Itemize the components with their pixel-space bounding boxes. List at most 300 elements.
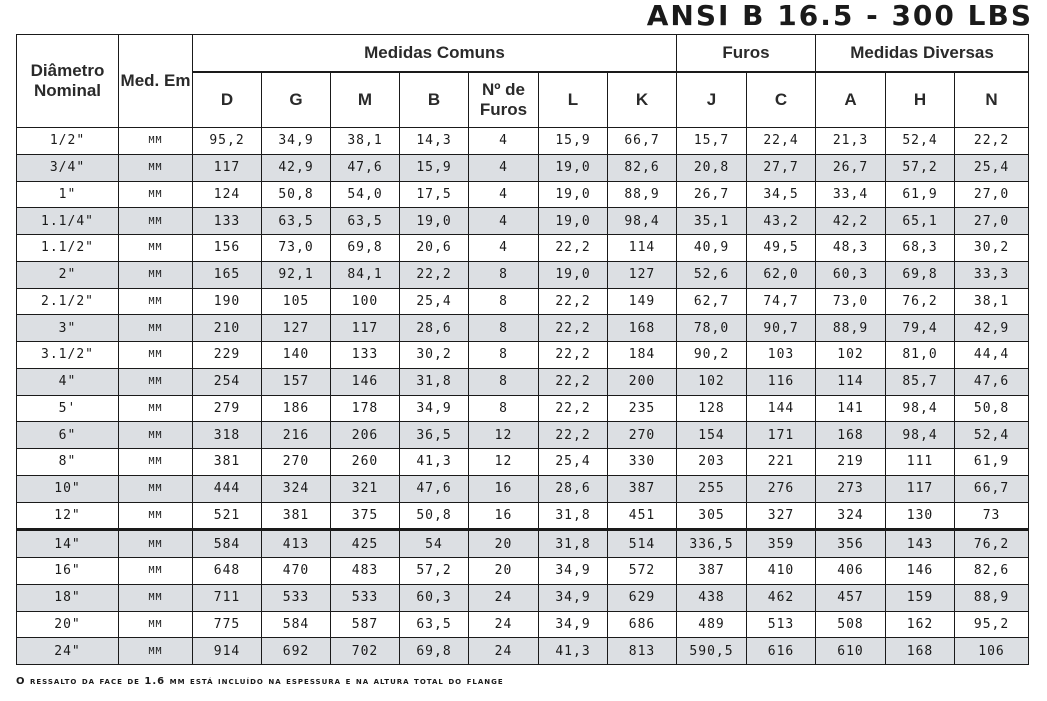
unit-cell: MM xyxy=(119,638,193,665)
table-cell: 62,0 xyxy=(747,261,816,288)
unit-cell: MM xyxy=(119,449,193,476)
table-cell: 63,5 xyxy=(400,611,469,638)
table-cell: 146 xyxy=(331,368,400,395)
table-cell: 157 xyxy=(262,368,331,395)
table-cell: 229 xyxy=(193,342,262,369)
table-cell: 98,4 xyxy=(886,395,955,422)
table-cell: 66,7 xyxy=(955,475,1029,502)
table-cell: 41,3 xyxy=(400,449,469,476)
table-cell: 57,2 xyxy=(400,558,469,585)
unit-cell: MM xyxy=(119,558,193,585)
table-row xyxy=(17,342,1029,369)
table-cell: 16 xyxy=(469,475,539,502)
nominal-diameter-cell: 3.1/2" xyxy=(17,342,119,369)
table-cell: 14,3 xyxy=(400,128,469,155)
nominal-diameter-cell: 16" xyxy=(17,558,119,585)
table-cell: 483 xyxy=(331,558,400,585)
unit-cell: MM xyxy=(119,261,193,288)
table-cell: 156 xyxy=(193,235,262,262)
table-cell: 79,4 xyxy=(886,315,955,342)
table-cell: 76,2 xyxy=(886,288,955,315)
table-cell: 702 xyxy=(331,638,400,665)
unit-cell: MM xyxy=(119,181,193,208)
table-cell: 356 xyxy=(816,530,886,558)
table-cell: 34,5 xyxy=(747,181,816,208)
table-cell: 19,0 xyxy=(539,181,608,208)
column-header: K xyxy=(608,72,677,128)
table-row xyxy=(17,502,1029,530)
table-cell: 590,5 xyxy=(677,638,747,665)
table-cell: 73 xyxy=(955,502,1029,530)
table-cell: 162 xyxy=(886,611,955,638)
table-cell: 168 xyxy=(816,422,886,449)
table-cell: 533 xyxy=(262,584,331,611)
table-cell: 17,5 xyxy=(400,181,469,208)
unit-cell: MM xyxy=(119,368,193,395)
table-cell: 27,0 xyxy=(955,181,1029,208)
table-cell: 165 xyxy=(193,261,262,288)
header-group-medidas-diversas: Medidas Diversas xyxy=(816,35,1029,73)
header-med-em: Med. Em xyxy=(119,35,193,128)
table-cell: 438 xyxy=(677,584,747,611)
table-cell: 381 xyxy=(262,502,331,530)
table-cell: 52,6 xyxy=(677,261,747,288)
table-cell: 57,2 xyxy=(886,154,955,181)
table-cell: 305 xyxy=(677,502,747,530)
table-cell: 451 xyxy=(608,502,677,530)
table-cell: 711 xyxy=(193,584,262,611)
table-cell: 127 xyxy=(262,315,331,342)
table-cell: 90,7 xyxy=(747,315,816,342)
table-cell: 318 xyxy=(193,422,262,449)
table-cell: 19,0 xyxy=(400,208,469,235)
table-cell: 4 xyxy=(469,128,539,155)
table-cell: 587 xyxy=(331,611,400,638)
table-row xyxy=(17,530,1029,558)
table-cell: 406 xyxy=(816,558,886,585)
table-cell: 41,3 xyxy=(539,638,608,665)
unit-cell: MM xyxy=(119,235,193,262)
table-cell: 47,6 xyxy=(400,475,469,502)
table-cell: 130 xyxy=(886,502,955,530)
table-cell: 178 xyxy=(331,395,400,422)
header-group-medidas-comuns: Medidas Comuns xyxy=(193,35,677,73)
column-header: D xyxy=(193,72,262,128)
table-cell: 34,9 xyxy=(539,611,608,638)
table-cell: 88,9 xyxy=(816,315,886,342)
table-cell: 19,0 xyxy=(539,208,608,235)
table-cell: 521 xyxy=(193,502,262,530)
nominal-diameter-cell: 12" xyxy=(17,502,119,530)
table-cell: 117 xyxy=(193,154,262,181)
table-cell: 25,4 xyxy=(539,449,608,476)
table-cell: 61,9 xyxy=(955,449,1029,476)
table-cell: 52,4 xyxy=(886,128,955,155)
table-cell: 15,7 xyxy=(677,128,747,155)
table-cell: 133 xyxy=(331,342,400,369)
table-cell: 54,0 xyxy=(331,181,400,208)
table-cell: 324 xyxy=(262,475,331,502)
table-cell: 914 xyxy=(193,638,262,665)
table-cell: 584 xyxy=(262,611,331,638)
table-cell: 686 xyxy=(608,611,677,638)
table-cell: 103 xyxy=(747,342,816,369)
header-diametro-nominal: Diâmetro Nominal xyxy=(17,35,119,128)
unit-cell: MM xyxy=(119,315,193,342)
table-cell: 616 xyxy=(747,638,816,665)
table-cell: 16 xyxy=(469,502,539,530)
table-cell: 140 xyxy=(262,342,331,369)
table-cell: 171 xyxy=(747,422,816,449)
nominal-diameter-cell: 8" xyxy=(17,449,119,476)
table-cell: 610 xyxy=(816,638,886,665)
table-cell: 50,8 xyxy=(400,502,469,530)
table-cell: 69,8 xyxy=(400,638,469,665)
table-cell: 65,1 xyxy=(886,208,955,235)
table-cell: 4 xyxy=(469,181,539,208)
table-cell: 88,9 xyxy=(955,584,1029,611)
column-header: A xyxy=(816,72,886,128)
table-row xyxy=(17,368,1029,395)
table-cell: 584 xyxy=(193,530,262,558)
table-cell: 321 xyxy=(331,475,400,502)
table-cell: 324 xyxy=(816,502,886,530)
table-cell: 22,2 xyxy=(539,342,608,369)
table-cell: 63,5 xyxy=(262,208,331,235)
table-cell: 141 xyxy=(816,395,886,422)
table-cell: 85,7 xyxy=(886,368,955,395)
table-cell: 22,2 xyxy=(539,235,608,262)
table-cell: 82,6 xyxy=(608,154,677,181)
nominal-diameter-cell: 1/2" xyxy=(17,128,119,155)
nominal-diameter-cell: 14" xyxy=(17,530,119,558)
table-cell: 74,7 xyxy=(747,288,816,315)
table-cell: 35,1 xyxy=(677,208,747,235)
table-cell: 69,8 xyxy=(886,261,955,288)
table-cell: 381 xyxy=(193,449,262,476)
table-cell: 26,7 xyxy=(677,181,747,208)
table-cell: 513 xyxy=(747,611,816,638)
table-row xyxy=(17,422,1029,449)
unit-cell: MM xyxy=(119,342,193,369)
table-row xyxy=(17,235,1029,262)
table-cell: 100 xyxy=(331,288,400,315)
table-cell: 235 xyxy=(608,395,677,422)
column-header: Nº de Furos xyxy=(469,72,539,128)
table-cell: 219 xyxy=(816,449,886,476)
table-cell: 48,3 xyxy=(816,235,886,262)
table-cell: 8 xyxy=(469,288,539,315)
table-row xyxy=(17,315,1029,342)
nominal-diameter-cell: 2.1/2" xyxy=(17,288,119,315)
table-cell: 31,8 xyxy=(400,368,469,395)
nominal-diameter-cell: 24" xyxy=(17,638,119,665)
table-cell: 22,2 xyxy=(400,261,469,288)
table-cell: 514 xyxy=(608,530,677,558)
table-row xyxy=(17,395,1029,422)
table-cell: 25,4 xyxy=(955,154,1029,181)
table-cell: 128 xyxy=(677,395,747,422)
table-cell: 410 xyxy=(747,558,816,585)
nominal-diameter-cell: 10" xyxy=(17,475,119,502)
unit-cell: MM xyxy=(119,530,193,558)
column-header: M xyxy=(331,72,400,128)
unit-cell: MM xyxy=(119,584,193,611)
table-cell: 117 xyxy=(331,315,400,342)
table-cell: 270 xyxy=(608,422,677,449)
table-cell: 470 xyxy=(262,558,331,585)
table-cell: 330 xyxy=(608,449,677,476)
table-cell: 336,5 xyxy=(677,530,747,558)
table-cell: 52,4 xyxy=(955,422,1029,449)
table-row xyxy=(17,128,1029,155)
table-cell: 15,9 xyxy=(539,128,608,155)
table-cell: 105 xyxy=(262,288,331,315)
table-cell: 50,8 xyxy=(262,181,331,208)
table-cell: 387 xyxy=(608,475,677,502)
table-cell: 22,2 xyxy=(539,395,608,422)
table-cell: 60,3 xyxy=(816,261,886,288)
table-cell: 30,2 xyxy=(955,235,1029,262)
table-cell: 775 xyxy=(193,611,262,638)
table-cell: 49,5 xyxy=(747,235,816,262)
table-cell: 533 xyxy=(331,584,400,611)
table-cell: 34,9 xyxy=(400,395,469,422)
table-cell: 20,8 xyxy=(677,154,747,181)
table-cell: 276 xyxy=(747,475,816,502)
nominal-diameter-cell: 3/4" xyxy=(17,154,119,181)
table-row xyxy=(17,181,1029,208)
table-cell: 31,8 xyxy=(539,530,608,558)
table-cell: 4 xyxy=(469,235,539,262)
table-cell: 413 xyxy=(262,530,331,558)
table-cell: 28,6 xyxy=(400,315,469,342)
table-cell: 489 xyxy=(677,611,747,638)
table-cell: 24 xyxy=(469,584,539,611)
table-cell: 159 xyxy=(886,584,955,611)
table-cell: 210 xyxy=(193,315,262,342)
table-row xyxy=(17,584,1029,611)
table-cell: 8 xyxy=(469,261,539,288)
nominal-diameter-cell: 3" xyxy=(17,315,119,342)
table-cell: 648 xyxy=(193,558,262,585)
table-cell: 22,2 xyxy=(539,368,608,395)
table-cell: 327 xyxy=(747,502,816,530)
table-cell: 4 xyxy=(469,154,539,181)
table-cell: 203 xyxy=(677,449,747,476)
table-cell: 273 xyxy=(816,475,886,502)
table-cell: 24 xyxy=(469,638,539,665)
table-cell: 42,9 xyxy=(262,154,331,181)
table-cell: 61,9 xyxy=(886,181,955,208)
unit-cell: MM xyxy=(119,288,193,315)
table-cell: 102 xyxy=(677,368,747,395)
table-cell: 186 xyxy=(262,395,331,422)
table-cell: 19,0 xyxy=(539,154,608,181)
nominal-diameter-cell: 1" xyxy=(17,181,119,208)
table-row xyxy=(17,475,1029,502)
table-cell: 66,7 xyxy=(608,128,677,155)
table-cell: 375 xyxy=(331,502,400,530)
table-cell: 270 xyxy=(262,449,331,476)
table-cell: 12 xyxy=(469,422,539,449)
table-cell: 168 xyxy=(886,638,955,665)
table-cell: 47,6 xyxy=(331,154,400,181)
unit-cell: MM xyxy=(119,475,193,502)
nominal-diameter-cell: 5' xyxy=(17,395,119,422)
table-cell: 34,9 xyxy=(539,584,608,611)
table-cell: 73,0 xyxy=(816,288,886,315)
table-cell: 84,1 xyxy=(331,261,400,288)
column-header: B xyxy=(400,72,469,128)
table-row xyxy=(17,261,1029,288)
table-cell: 36,5 xyxy=(400,422,469,449)
table-cell: 12 xyxy=(469,449,539,476)
table-cell: 8 xyxy=(469,368,539,395)
table-cell: 50,8 xyxy=(955,395,1029,422)
table-row xyxy=(17,288,1029,315)
table-cell: 20,6 xyxy=(400,235,469,262)
nominal-diameter-cell: 2" xyxy=(17,261,119,288)
table-cell: 4 xyxy=(469,208,539,235)
table-cell: 27,7 xyxy=(747,154,816,181)
nominal-diameter-cell: 18" xyxy=(17,584,119,611)
table-cell: 206 xyxy=(331,422,400,449)
column-header: C xyxy=(747,72,816,128)
table-cell: 22,2 xyxy=(539,422,608,449)
table-cell: 26,7 xyxy=(816,154,886,181)
table-cell: 88,9 xyxy=(608,181,677,208)
table-cell: 114 xyxy=(608,235,677,262)
table-cell: 22,2 xyxy=(539,315,608,342)
table-cell: 146 xyxy=(886,558,955,585)
table-cell: 462 xyxy=(747,584,816,611)
table-cell: 40,9 xyxy=(677,235,747,262)
table-row xyxy=(17,154,1029,181)
table-cell: 98,4 xyxy=(886,422,955,449)
column-header: H xyxy=(886,72,955,128)
table-cell: 387 xyxy=(677,558,747,585)
table-cell: 34,9 xyxy=(262,128,331,155)
table-cell: 190 xyxy=(193,288,262,315)
table-cell: 81,0 xyxy=(886,342,955,369)
unit-cell: MM xyxy=(119,154,193,181)
table-cell: 359 xyxy=(747,530,816,558)
table-row xyxy=(17,208,1029,235)
table-cell: 143 xyxy=(886,530,955,558)
table-cell: 425 xyxy=(331,530,400,558)
column-header: N xyxy=(955,72,1029,128)
table-row xyxy=(17,611,1029,638)
nominal-diameter-cell: 20" xyxy=(17,611,119,638)
table-cell: 24 xyxy=(469,611,539,638)
table-cell: 98,4 xyxy=(608,208,677,235)
table-cell: 154 xyxy=(677,422,747,449)
table-cell: 38,1 xyxy=(955,288,1029,315)
page-title: ANSI B 16.5 - 300 LBS xyxy=(646,0,1033,32)
table-cell: 111 xyxy=(886,449,955,476)
table-cell: 184 xyxy=(608,342,677,369)
table-cell: 60,3 xyxy=(400,584,469,611)
table-cell: 444 xyxy=(193,475,262,502)
table-cell: 78,0 xyxy=(677,315,747,342)
table-cell: 43,2 xyxy=(747,208,816,235)
table-cell: 20 xyxy=(469,530,539,558)
table-cell: 8 xyxy=(469,315,539,342)
table-cell: 28,6 xyxy=(539,475,608,502)
table-cell: 457 xyxy=(816,584,886,611)
column-header: G xyxy=(262,72,331,128)
header-group-furos: Furos xyxy=(677,35,816,73)
table-cell: 168 xyxy=(608,315,677,342)
table-cell: 116 xyxy=(747,368,816,395)
table-cell: 54 xyxy=(400,530,469,558)
table-cell: 73,0 xyxy=(262,235,331,262)
table-cell: 33,3 xyxy=(955,261,1029,288)
table-cell: 260 xyxy=(331,449,400,476)
table-cell: 117 xyxy=(886,475,955,502)
table-cell: 82,6 xyxy=(955,558,1029,585)
table-cell: 813 xyxy=(608,638,677,665)
table-cell: 114 xyxy=(816,368,886,395)
table-cell: 68,3 xyxy=(886,235,955,262)
table-cell: 254 xyxy=(193,368,262,395)
table-cell: 102 xyxy=(816,342,886,369)
table-cell: 42,2 xyxy=(816,208,886,235)
table-cell: 42,9 xyxy=(955,315,1029,342)
unit-cell: MM xyxy=(119,128,193,155)
table-cell: 149 xyxy=(608,288,677,315)
table-cell: 21,3 xyxy=(816,128,886,155)
table-cell: 133 xyxy=(193,208,262,235)
table-cell: 8 xyxy=(469,395,539,422)
table-cell: 8 xyxy=(469,342,539,369)
column-header: L xyxy=(539,72,608,128)
table-cell: 34,9 xyxy=(539,558,608,585)
table-cell: 31,8 xyxy=(539,502,608,530)
table-cell: 221 xyxy=(747,449,816,476)
column-header: J xyxy=(677,72,747,128)
table-cell: 95,2 xyxy=(955,611,1029,638)
table-cell: 255 xyxy=(677,475,747,502)
table-cell: 95,2 xyxy=(193,128,262,155)
table-cell: 19,0 xyxy=(539,261,608,288)
table-cell: 44,4 xyxy=(955,342,1029,369)
table-cell: 629 xyxy=(608,584,677,611)
table-cell: 508 xyxy=(816,611,886,638)
table-cell: 92,1 xyxy=(262,261,331,288)
nominal-diameter-cell: 1.1/4" xyxy=(17,208,119,235)
table-cell: 106 xyxy=(955,638,1029,665)
table-cell: 124 xyxy=(193,181,262,208)
table-cell: 63,5 xyxy=(331,208,400,235)
table-cell: 572 xyxy=(608,558,677,585)
nominal-diameter-cell: 4" xyxy=(17,368,119,395)
table-cell: 33,4 xyxy=(816,181,886,208)
flange-dimensions-table xyxy=(16,34,1029,665)
table-row xyxy=(17,638,1029,665)
table-row xyxy=(17,449,1029,476)
table-cell: 25,4 xyxy=(400,288,469,315)
table-cell: 15,9 xyxy=(400,154,469,181)
table-cell: 76,2 xyxy=(955,530,1029,558)
table-row xyxy=(17,558,1029,585)
table-cell: 127 xyxy=(608,261,677,288)
unit-cell: MM xyxy=(119,611,193,638)
table-cell: 216 xyxy=(262,422,331,449)
table-cell: 22,2 xyxy=(539,288,608,315)
table-cell: 22,4 xyxy=(747,128,816,155)
